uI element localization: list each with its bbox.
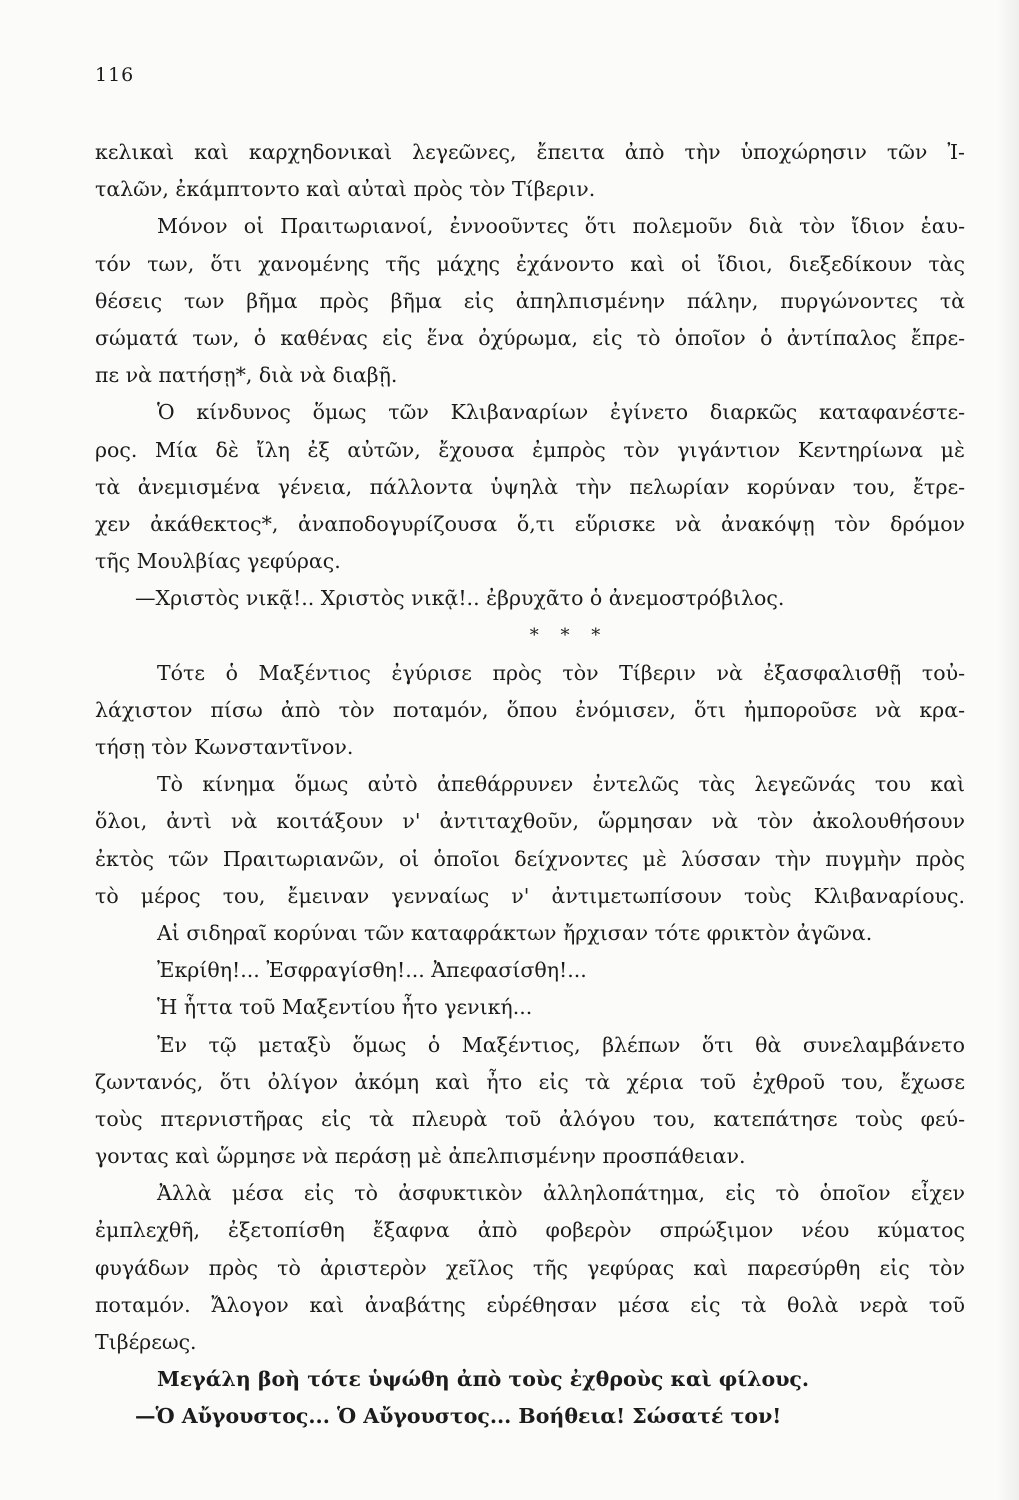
text-line: Ὁ κίνδυνος ὅμως τῶν Κλιβαναρίων ἐγίνετο διαρκῶς καταφανέστε- [157,400,965,425]
text-line: θέσεις των βῆμα πρὸς βῆμα εἰς ἀπηλπισμένην πάλην, πυργώνοντες τὰ [95,288,965,313]
text-line: Τότε ὁ Μαξέντιος ἐγύρισε πρὸς τὸν Τίβεριν νὰ ἐξασφαλισθῇ τοὐ- [157,660,965,685]
text-line: ταλῶν, ἐκάμπτοντο καὶ αὐταὶ πρὸς τὸν Τίβεριν. [95,177,596,202]
text-line: φυγάδων πρὸς τὸ ἀριστερὸν χεῖλος τῆς γεφύρας καὶ παρεσύρθη εἰς τὸν [95,1255,965,1280]
text-line: ὅλοι, ἀντὶ νὰ κοιτάξουν ν' ἀντιταχθοῦν, ὥρμησαν νὰ τὸν ἀκολουθήσουν [95,809,965,834]
text-line: —Χριστὸς νικᾷ!.. Χριστὸς νικᾷ!.. ἐβρυχᾶτο ὁ ἀνεμοστρόβιλος. [135,586,785,611]
text-line: κελικαὶ καὶ καρχηδονικαὶ λεγεῶνες, ἔπειτα ἀπὸ τὴν ὑποχώρησιν τῶν Ἰ- [95,140,965,164]
text-line: ἐμπλεχθῆ, ἐξετοπίσθη ἔξαφνα ἀπὸ φοβερὸν σπρώξιμον νέου κύματος [95,1218,965,1243]
text-line: χεν ἀκάθεκτος*, ἀναποδογυρίζουσα ὅ,τι εὕρισκε νὰ ἀνακόψῃ τὸν δρόμον [95,511,965,536]
text-line: τόν των, ὅτι χανομένης τῆς μάχης ἐχάνοντο καὶ οἱ ἴδιοι, διεξεδίκουν τὰς [95,251,965,276]
text-line: τὰ ἀνεμισμένα γένεια, πάλλοντα ὑψηλὰ τὴν πελωρίαν κορύναν του, ἔτρε- [95,474,965,499]
text-line: Τιβέρεως. [95,1330,197,1354]
text-line: Τὸ κίνημα ὅμως αὐτὸ ἀπεθάρρυνεν ἐντελῶς τὰς λεγεῶνάς του καὶ [157,772,965,797]
text-line: τήσῃ τὸν Κωνσταντῖνον. [95,735,354,759]
text-line: Ἐν τῷ μεταξὺ ὅμως ὁ Μαξέντιος, βλέπων ὅτι θὰ συνελαμβάνετο [157,1032,965,1057]
text-line: Ἡ ἧττα τοῦ Μαξεντίου ἦτο γενική... [157,995,533,1020]
body-text [95,134,965,1436]
text-line: Αἱ σιδηραῖ κορύναι τῶν καταφράκτων ἤρχισαν τότε φρικτὸν ἀγῶνα. [157,920,873,945]
text-line: σώματά των, ὁ καθένας εἰς ἕνα ὀχύρωμα, εἰς τὸ ὁποῖον ὁ ἀντίπαλος ἔπρε- [95,325,965,350]
text-line: ποταμόν. Ἄλογον καὶ ἀναβάτης εὑρέθησαν μέσα εἰς τὰ θολὰ νερὰ τοῦ [95,1292,965,1317]
text-line: τὸ μέρος του, ἔμειναν γενναίως ν' ἀντιμετωπίσουν τοὺς Κλιβαναρίους. [95,883,965,908]
text-line: ἐκτὸς τῶν Πραιτωριανῶν, οἱ ὁποῖοι δείχνοντες μὲ λύσσαν τὴν πυγμὴν πρὸς [95,846,965,871]
text-line: Μόνον οἱ Πραιτωριανοί, ἐννοοῦντες ὅτι πολεμοῦν διὰ τὸν ἴδιον ἑαυ- [157,214,965,239]
text-line: τῆς Μουλβίας γεφύρας. [95,549,341,574]
text-line: λάχιστον πίσω ἀπὸ τὸν ποταμόν, ὅπου ἐνόμισεν, ὅτι ἠμποροῦσε νὰ κρα- [95,697,965,722]
text-line: γοντας καὶ ὥρμησε νὰ περάσῃ μὲ ἀπελπισμένην προσπάθειαν. [95,1144,746,1169]
text-line: Μεγάλη βοὴ τότε ὑψώθη ἀπὸ τοὺς ἐχθροὺς καὶ φίλους. [157,1367,810,1392]
text-line: Ἐκρίθη!... Ἐσφραγίσθη!... Ἀπεφασίσθη!... [157,958,587,983]
text-line: —Ὁ Αὔγουστος... Ὁ Αὔγουστος... Βοήθεια! Σώσατέ τον! [135,1404,782,1429]
text-line: πε νὰ πατήσῃ*, διὰ νὰ διαβῇ. [95,363,398,388]
text-line: Ἀλλὰ μέσα εἰς τὸ ἀσφυκτικὸν ἀλληλοπάτημα, εἰς τὸ ὁποῖον εἶχεν [157,1181,965,1206]
text-line: τοὺς πτερνιστῆρας εἰς τὰ πλευρὰ τοῦ ἀλόγου του, κατεπάτησε τοὺς φεύ- [95,1106,965,1131]
page-edge-shadow [997,0,1019,1500]
section-separator: * * * [529,625,609,647]
page-number: 116 [95,64,135,86]
text-line: ρος. Μία δὲ ἴλη ἐξ αὐτῶν, ἔχουσα ἐμπρὸς τὸν γιγάντιον Κεντηρίωνα μὲ [95,437,965,462]
text-line: ζωντανός, ὅτι ὀλίγον ἀκόμη καὶ ἦτο εἰς τὰ χέρια τοῦ ἐχθροῦ του, ἔχωσε [95,1069,965,1094]
